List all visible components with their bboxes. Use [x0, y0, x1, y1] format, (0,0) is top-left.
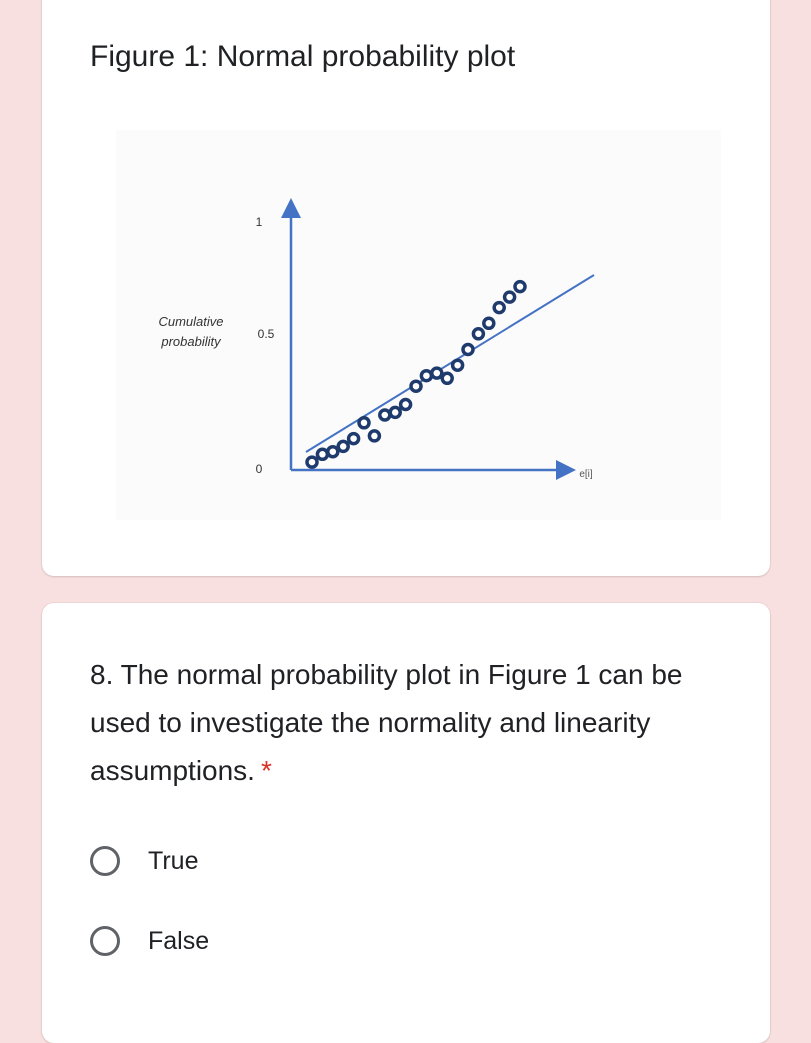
option-false-label: False	[148, 926, 210, 955]
data-point	[453, 360, 463, 370]
data-point	[359, 418, 369, 428]
data-point	[421, 371, 431, 381]
y-tick-0-5: 0.5	[257, 327, 275, 341]
data-point	[442, 373, 452, 383]
data-point	[380, 410, 390, 420]
question-text	[90, 651, 730, 795]
reference-line	[306, 275, 594, 452]
x-axis-label: e[i]	[579, 469, 593, 480]
data-point	[463, 345, 473, 355]
option-true-label: True	[148, 846, 199, 875]
y-axis-label-line2: probability	[161, 334, 221, 349]
data-point	[505, 292, 515, 302]
radio-true[interactable]	[90, 846, 120, 876]
data-point	[432, 368, 442, 378]
option-true[interactable]	[90, 841, 198, 881]
y-axis-label-line1: Cumulative	[158, 314, 224, 329]
data-point	[401, 400, 411, 410]
plot-canvas	[116, 130, 721, 520]
radio-false[interactable]	[90, 926, 120, 956]
y-tick-0: 0	[255, 462, 263, 476]
data-point	[338, 441, 348, 451]
data-point	[328, 447, 338, 457]
data-point	[390, 407, 400, 417]
data-points	[307, 282, 525, 468]
data-point	[369, 431, 379, 441]
figure-card	[42, 0, 770, 576]
required-mark: *	[260, 755, 272, 786]
data-point	[515, 282, 525, 292]
data-point	[317, 449, 327, 459]
data-point	[473, 329, 483, 339]
figure-title: Figure 1: Normal probability plot	[90, 40, 516, 73]
normal-probability-plot	[116, 130, 721, 520]
option-false[interactable]	[90, 921, 209, 961]
question-card	[42, 603, 770, 1043]
data-point	[411, 381, 421, 391]
data-point	[484, 318, 494, 328]
question-label: 8. The normal probability plot in Figure 1 can be used to investigate the normality and linearity assumptions.	[90, 659, 683, 786]
data-point	[349, 434, 359, 444]
data-point	[494, 303, 504, 313]
y-tick-1: 1	[255, 215, 263, 229]
data-point	[307, 457, 317, 467]
